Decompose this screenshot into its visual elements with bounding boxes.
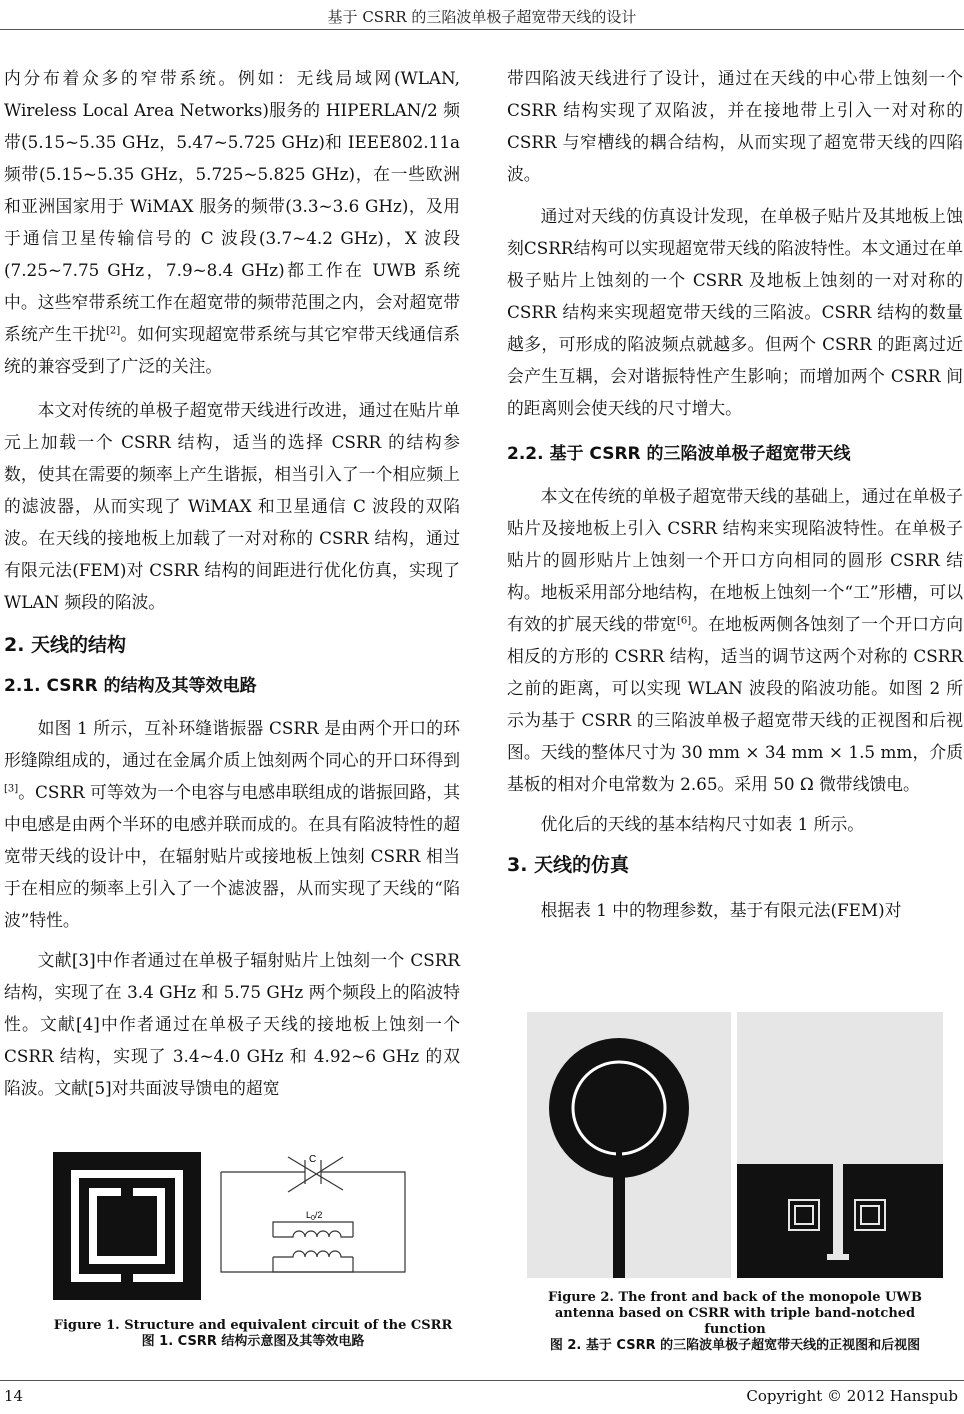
antenna-front-view: [527, 1012, 731, 1278]
figure-2: [527, 1012, 943, 1354]
figure-1-graphic: [53, 1152, 453, 1300]
copyright-notice: Copyright © 2012 Hanspub: [746, 1387, 958, 1405]
figure-1-caption-cn: 图 1. CSRR 结构示意图及其等效电路: [141, 1334, 365, 1349]
antenna-back-view: [737, 1012, 943, 1278]
paragraph-text: 。CSRR 可等效为一个电容与电感串联组成的谐振回路，其中电感是由两个半环的电感并联而成的。在具有陷波特性的超宽带天线的设计中，在辐射贴片或接地板上蚀刻 CSRR 相当于在相应的频率上引入了一个滤波器，从而实现了天线的“陷波”特性。: [4, 782, 460, 930]
paragraph-text: 本文在传统的单极子超宽带天线的基础上，通过在单极子贴片及接地板上引入 CSRR 结构来实现陷波特性。在单极子贴片的圆形贴片上蚀刻一个开口方向相同的圆形 CSRR 结构。地板采用部分地结构，在地板上蚀刻一个“工”形槽，可以有效的扩展天线的带宽: [507, 486, 963, 634]
figure-2-caption-cn: 图 2. 基于 CSRR 的三陷波单极子超宽带天线的正视图和后视图: [549, 1338, 921, 1353]
running-header: 基于 CSRR 的三陷波单极子超宽带天线的设计: [327, 8, 637, 26]
figure-1-caption-en: Figure 1. Structure and equivalent circuit of the CSRR: [53, 1318, 453, 1333]
section-heading: 3. 天线的仿真: [507, 854, 630, 876]
subsection-heading: 2.2. 基于 CSRR 的三陷波单极子超宽带天线: [507, 444, 851, 464]
paragraph: [507, 480, 963, 800]
inductor-label: [306, 1210, 322, 1222]
paragraph: 根据表 1 中的物理参数，基于有限元法(FEM)对: [540, 900, 902, 920]
left-column: [4, 62, 460, 1104]
paragraph: 本文对传统的单极子超宽带天线进行改进，通过在贴片单元上加载一个 CSRR 结构，适当的选择 CSRR 的结构参数，使其在需要的频率上产生谐振，相当引入了一个相应频上的滤波器，从而实现了 WiMAX 和卫星通信 C 波段的双陷波。在天线的接地板上加载了一对对称的 CSRR 结构，通过有限元法(FEM)对 CSRR 结构的间距进行优化仿真，实现了 WLAN 频段的陷波。: [4, 400, 460, 612]
figure-1: [53, 1152, 453, 1350]
header-rule: [0, 29, 964, 30]
section-heading: 2. 天线的结构: [4, 634, 127, 656]
page-number: 14: [4, 1387, 24, 1405]
subsection-heading: 2.1. CSRR 的结构及其等效电路: [4, 676, 257, 696]
paragraph-text: 如图 1 所示，互补环缝谐振器 CSRR 是由两个开口的环形缝隙组成的，通过在金属介质上蚀刻两个同心的开口环得到: [4, 718, 460, 770]
paragraph: [4, 62, 460, 382]
figure-2-caption-en: Figure 2. The front and back of the monopole UWB antenna based on CSRR with triple band-notched function: [548, 1290, 922, 1337]
paragraph: 通过对天线的仿真设计发现，在单极子贴片及其地板上蚀刻CSRR结构可以实现超宽带天线的陷波特性。本文通过在单极子贴片上蚀刻的一个 CSRR 及地板上蚀刻的一对对称的 CSRR 结构来实现超宽带天线的三陷波。CSRR 结构的数量越多，可形成的陷波频点就越多。但两个 CSRR 的距离过近会产生互耦，会对谐振特性产生影响；而增加两个 CSRR 间的距离则会使天线的尺寸增大。: [507, 206, 963, 418]
citation: [2]: [105, 325, 121, 337]
paragraph: 优化后的天线的基本结构尺寸如表 1 所示。: [540, 814, 865, 834]
paragraph-text: 内分布着众多的窄带系统。例如：无线局域网(WLAN, Wireless Local Area Networks)服务的 HIPERLAN/2 频带(5.15~5.35 GHz，5.47~5.725 GHz)和 IEEE802.11a 频带(5.15~5.35 GHz，5.725~5.825 GHz)，在一些欧洲和亚洲国家用于 WiMAX 服务的频带(3.3~3.6 GHz)，及用于通信卫星传输信号的 C 波段(3.7~4.2 GHz)，X 波段(7.25~7.75 GHz，7.9~8.4 GHz)都工作在 UWB 系统中。这些窄带系统工作在超宽带的频带范围之内，会对超宽带系统产生干扰: [4, 68, 460, 344]
paragraph: 带四陷波天线进行了设计，通过在天线的中心带上蚀刻一个 CSRR 结构实现了双陷波，并在接地带上引入一对对称的 CSRR 与窄槽线的耦合结构，从而实现了超宽带天线的四陷波。: [507, 68, 963, 184]
figure-2-graphic: [527, 1012, 943, 1278]
paragraph: [4, 712, 460, 936]
citation: [6]: [676, 615, 692, 627]
inductor-symbol: L: [306, 1210, 312, 1220]
paragraph: 文献[3]中作者通过在单极子辐射贴片上蚀刻一个 CSRR 结构，实现了在 3.4 GHz 和 5.75 GHz 两个频段上的陷波特性。文献[4]中作者通过在单极子天线的接地板上蚀刻一个 CSRR 结构，实现了 3.4~4.0 GHz 和 4.92~6 GHz 的双陷波。文献[5]对共面波导馈电的超宽: [4, 950, 460, 1098]
inductor-subscript: 0: [311, 1215, 315, 1222]
inductor-suffix: /2: [314, 1210, 323, 1220]
right-column: [507, 62, 963, 926]
paragraph-text: 。如何实现超宽带系统与其它窄带天线通信系统的兼容受到了广泛的关注。: [4, 324, 460, 376]
paragraph-text: 。在地板两侧各蚀刻了一个开口方向相反的方形的 CSRR 结构，适当的调节这两个对称的 CSRR 之前的距离，可以实现 WLAN 波段的陷波功能。如图 2 所示为基于 CSRR 的三陷波单极子超宽带天线的正视图和后视图。天线的整体尺寸为 30 mm × 34 mm × 1.5 mm，介质基板的相对介电常数为 2.65。采用 50 Ω 微带线馈电。: [507, 614, 963, 794]
footer-rule: [0, 1380, 964, 1381]
citation: [3]: [4, 783, 19, 795]
csrr-structure-diagram: [53, 1152, 201, 1300]
capacitor-label: C: [309, 1154, 317, 1165]
